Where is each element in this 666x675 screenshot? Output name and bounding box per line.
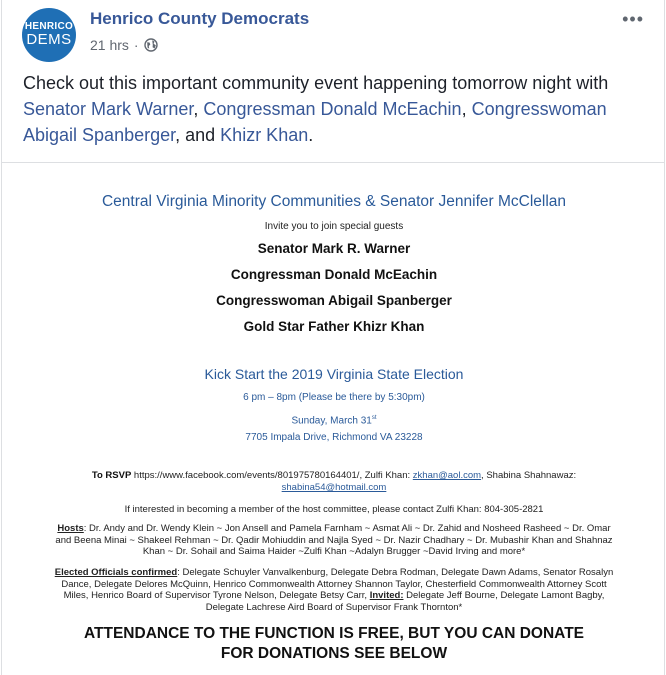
hosts-text: : Dr. Andy and Dr. Wendy Klein ~ Jon Ansell and Pamela Farnham ~ Asmat Ali ~ Dr. Zahid and Nosheed Rasheed ~ Dr. Omar and Beena Minai ~ Shakeel Rehman ~ Dr. Qadir Mohiuddin and Najla Syed ~ Dr. Nazir Chadhary ~ Dr. Mubashir Khan and Shahnaz Khan ~ Dr. Sohail and Saima Haider ~Zulfi Khan ~Adalyn Brugger ~David Irving and more*	[55, 523, 613, 557]
rsvp-text-2: , Shabina Shahnawaz:	[481, 470, 577, 481]
flyer-hosts	[50, 523, 618, 558]
flyer-date-main: Sunday, March 31	[291, 415, 372, 427]
tag-mark-warner[interactable]: Senator Mark Warner	[23, 99, 194, 119]
flyer-invite: Invite you to join special guests	[264, 221, 404, 232]
flyer-guest: Congresswoman Abigail Spanberger	[216, 293, 452, 308]
elected-text: : Delegate Schuyler Vanvalkenburg, Delegate Debra Rodman, Delegate Dawn Adams, Senator Rosalyn Dance, Delegate Delores McQuinn, Henrico Commonwealth Attorney Shannon Taylor, Chesterfield Commonwealth Attorney Scott Miles, Henrico Board of Supervisor Tyrone Nelson, Delegate Betsy Carr,	[61, 567, 614, 601]
post-text-sep2: ,	[461, 99, 472, 119]
tag-khizr-khan[interactable]: Khizr Khan	[220, 125, 309, 145]
flyer-elected	[50, 567, 618, 613]
tag-donald-mceachin[interactable]: Congressman Donald McEachin	[203, 99, 462, 119]
page-avatar[interactable]	[22, 8, 76, 62]
attendance-line-1: ATTENDANCE TO THE FUNCTION IS FREE, BUT YOU CAN DONATE	[83, 625, 585, 642]
flyer-kickoff: Kick Start the 2019 Virginia State Election	[204, 366, 464, 382]
rsvp-label: To RSVP	[91, 470, 132, 481]
flyer-host-note: If interested in becoming a member of the host committee, please contact Zulfi Khan: 804-305-2821	[124, 504, 544, 515]
globe-icon[interactable]	[144, 38, 158, 52]
hosts-label: Hosts	[57, 523, 84, 534]
rsvp-text: https://www.facebook.com/events/801975780164401/, Zulfi Khan:	[131, 470, 413, 481]
avatar-line2: DEMS	[26, 31, 72, 48]
elected-label: Elected Officials confirmed	[54, 567, 178, 578]
post-text	[23, 70, 643, 148]
flyer-rsvp	[56, 470, 612, 494]
invited-label: Invited:	[369, 590, 404, 601]
avatar-line1: HENRICO	[24, 21, 74, 32]
flyer-guest: Gold Star Father Khizr Khan	[243, 319, 425, 334]
invited-text: Delegate Jeff Bourne, Delegate Lamont Bagby, Delegate Lachrese Aird Board of Supervisor Frank Thornton*	[205, 590, 605, 613]
post-meta	[90, 37, 158, 53]
flyer-guest: Senator Mark R. Warner	[257, 241, 411, 256]
attendance-line-2: FOR DONATIONS SEE BELOW	[220, 645, 448, 662]
post-text-intro: Check out this important community event happening tomorrow night with	[23, 73, 609, 93]
meta-separator: ·	[133, 37, 139, 53]
event-flyer-image[interactable]	[16, 163, 652, 675]
page-name-link[interactable]: Henrico County Democrats	[90, 9, 310, 28]
flyer-time: 6 pm – 8pm (Please be there by 5:30pm)	[243, 392, 425, 403]
rsvp-email-2: shabina54@hotmail.com	[281, 482, 387, 493]
rsvp-email-1: zkhan@aol.com	[412, 470, 482, 481]
facebook-post-card	[1, 0, 665, 675]
post-text-sep1: ,	[193, 99, 204, 119]
flyer-title: Central Virginia Minority Communities & Senator Jennifer McClellan	[101, 193, 567, 210]
flyer-attendance	[16, 624, 652, 664]
flyer-date-suffix: st	[371, 415, 377, 421]
post-text-sep3: , and	[175, 125, 221, 145]
flyer-guest: Congressman Donald McEachin	[230, 267, 438, 282]
post-timestamp[interactable]: 21 hrs	[90, 37, 129, 53]
post-text-end: .	[308, 125, 314, 145]
tag-abigail-spanberger[interactable]: Congresswoman Abigail Spanberger	[23, 99, 607, 145]
flyer-date	[16, 415, 652, 426]
flyer-address: 7705 Impala Drive, Richmond VA 23228	[245, 432, 423, 443]
more-options-icon[interactable]: •••	[622, 9, 644, 29]
